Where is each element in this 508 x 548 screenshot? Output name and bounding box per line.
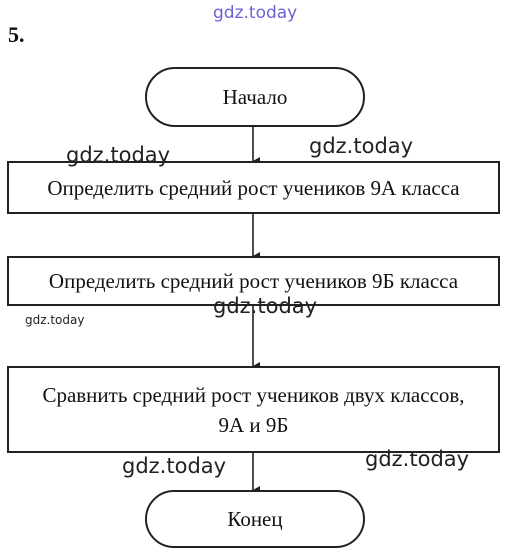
watermark-right-upper: gdz.today xyxy=(309,134,414,158)
process-step-3-line-2: 9А и 9Б xyxy=(218,412,289,437)
watermark-top: gdz.today xyxy=(213,3,298,23)
watermark-left-upper: gdz.today xyxy=(66,143,171,167)
process-step-3-line-1: Сравнить средний рост учеников двух классов, xyxy=(42,382,465,407)
process-step-2-text: Определить средний рост учеников 9Б класса xyxy=(48,269,459,293)
watermark-lower-left: gdz.today xyxy=(122,454,227,478)
end-terminal: Конец xyxy=(145,490,365,548)
process-step-3 xyxy=(7,366,500,453)
problem-number: 5. xyxy=(8,22,25,47)
watermark-lower-right: gdz.today xyxy=(365,447,470,471)
start-terminal: Начало xyxy=(145,67,365,127)
process-step-1 xyxy=(7,161,500,214)
watermark-small-left: gdz.today xyxy=(25,313,85,327)
watermark-center: gdz.today xyxy=(213,294,318,318)
process-step-1-text: Определить средний рост учеников 9А класса xyxy=(47,175,460,200)
